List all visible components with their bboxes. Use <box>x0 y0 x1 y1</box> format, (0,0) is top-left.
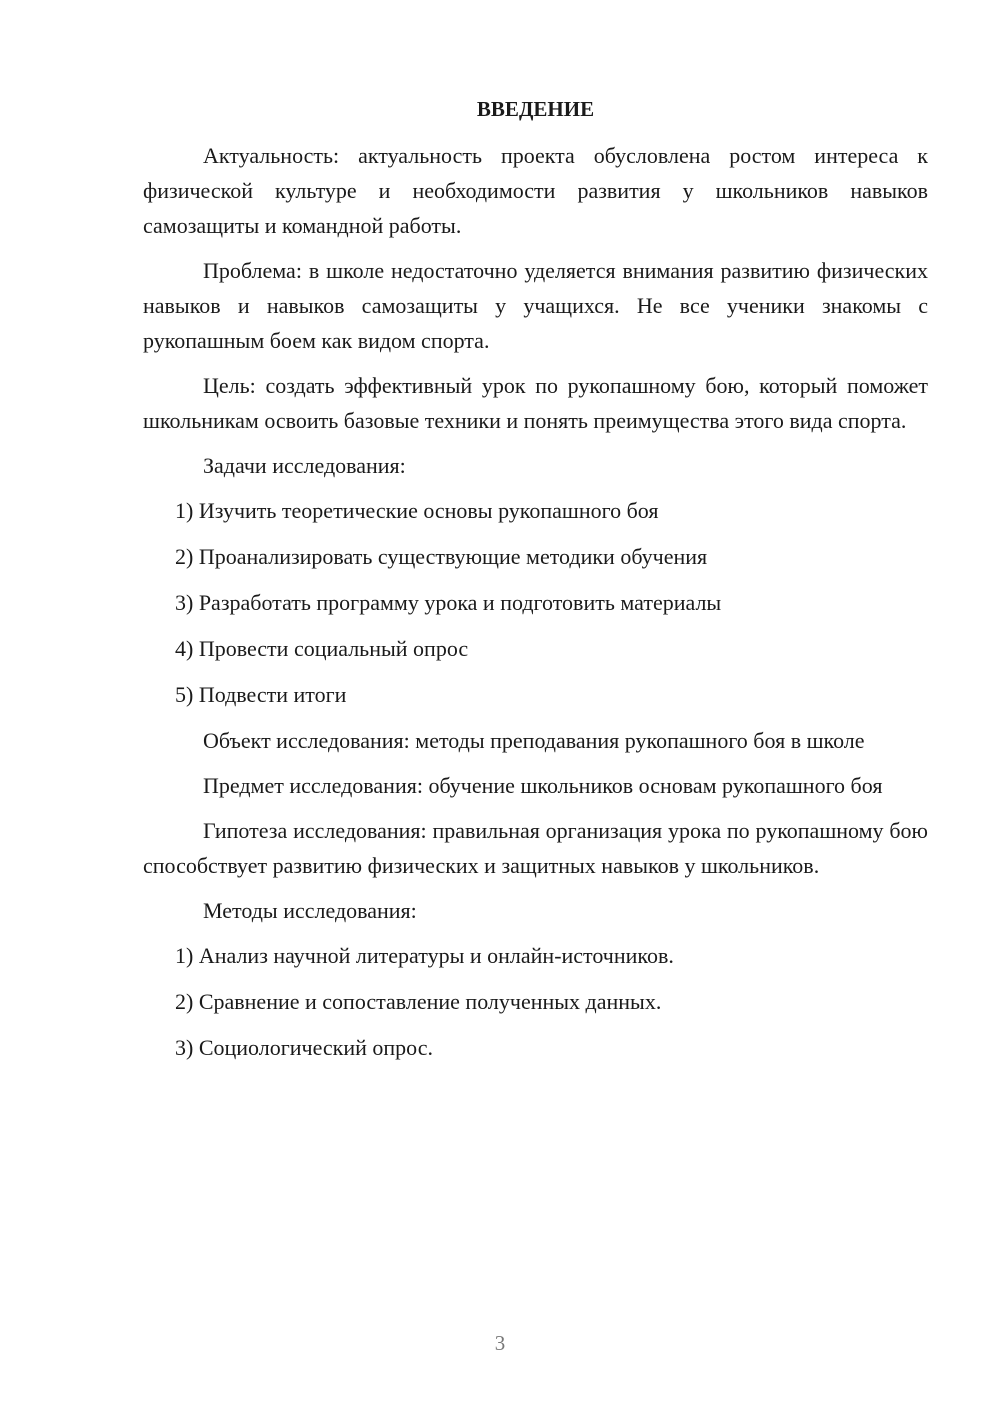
tasks-heading: Задачи исследования: <box>203 453 406 478</box>
page-number: 3 <box>494 1331 506 1355</box>
object-paragraph: Объект исследования: методы преподавания рукопашного боя в школе <box>203 728 865 753</box>
relevance-paragraph: Актуальность: актуальность проекта обусловлена ростом интереса к физической культуре и необходимости развития у школьников навыков самозащиты и командной работы. <box>143 143 928 238</box>
list-item: 2) Сравнение и сопоставление полученных данных. <box>175 989 662 1014</box>
problem-paragraph: Проблема: в школе недостаточно уделяется внимания развитию физических навыков и навыков самозащиты у учащихся. Не все ученики знакомы с рукопашным боем как видом спорта. <box>143 258 928 353</box>
tasks-list <box>143 493 928 712</box>
subject-paragraph: Предмет исследования: обучение школьников основам рукопашного боя <box>203 773 883 798</box>
list-item: 5) Подвести итоги <box>175 682 347 707</box>
list-item: 3) Разработать программу урока и подготовить материалы <box>175 590 722 615</box>
hypothesis-paragraph: Гипотеза исследования: правильная организация урока по рукопашному бою способствует развитию физических и защитных навыков у школьников. <box>143 818 928 878</box>
methods-heading: Методы исследования: <box>203 898 417 923</box>
document-title: ВВЕДЕНИЕ <box>476 97 595 121</box>
goal-paragraph: Цель: создать эффективный урок по рукопашному бою, который поможет школьникам освоить базовые техники и понять преимущества этого вида спорта. <box>143 373 928 433</box>
list-item: 3) Социологический опрос. <box>175 1035 433 1060</box>
document-page <box>143 92 928 1076</box>
list-item: 2) Проанализировать существующие методики обучения <box>175 544 708 569</box>
list-item: 1) Анализ научной литературы и онлайн-источников. <box>175 943 674 968</box>
list-item: 4) Провести социальный опрос <box>175 636 469 661</box>
list-item: 1) Изучить теоретические основы рукопашного боя <box>175 498 659 523</box>
methods-list <box>143 938 928 1065</box>
